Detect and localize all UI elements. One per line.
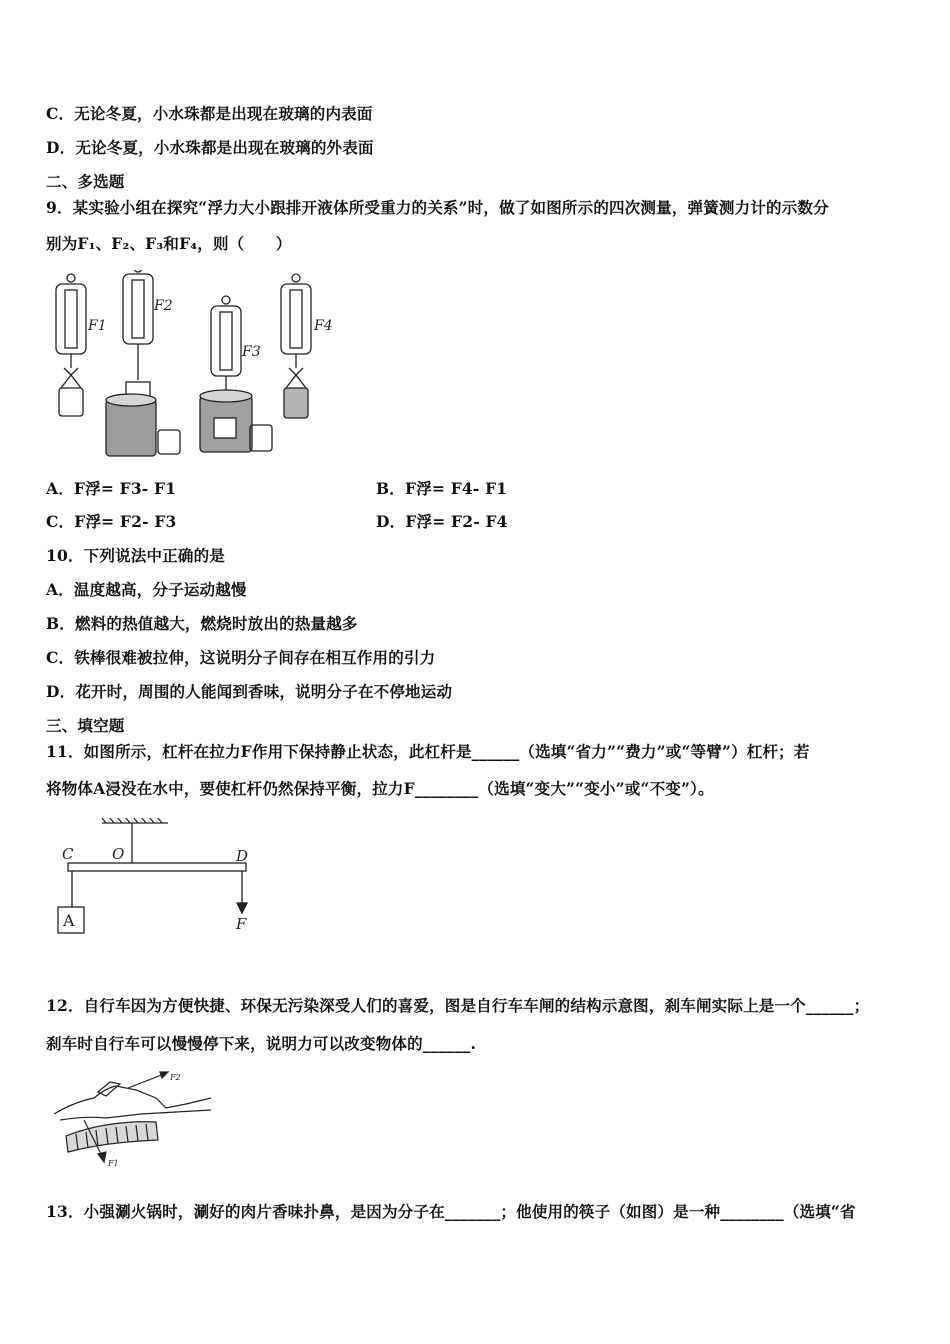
q13-stem: 13．小强涮火锅时，涮好的肉片香味扑鼻，是因为分子在_______；他使用的筷子（如图）是一种________（选填“省	[46, 1202, 856, 1221]
q12-stem-line2: 刹车时自行车可以慢慢停下来，说明力可以改变物体的______.	[46, 1034, 477, 1053]
q11-stem-line2: 将物体A浸没在水中，要使杠杆仍然保持平衡，拉力F________（选填“变大”“变小”或“不变”）。	[46, 779, 714, 798]
q12-label-f2: F2	[170, 1073, 181, 1082]
q8-option-c: C．无论冬夏，小水珠都是出现在玻璃的内表面	[46, 104, 373, 123]
q10-option-c: C．铁棒很难被拉伸，这说明分子间存在相互作用的引力	[46, 648, 436, 667]
q11-label-a: A	[63, 911, 75, 930]
q8-option-d: D．无论冬夏，小水珠都是出现在玻璃的外表面	[46, 138, 374, 157]
q9-label-f4: F4	[314, 318, 333, 334]
q9-option-b: B．F浮= F4- F1	[376, 479, 508, 498]
q9-figure-spring-scales	[46, 270, 346, 470]
q9-label-f3: F3	[242, 344, 261, 360]
q12-stem-line1: 12．自行车因为方便快捷、环保无污染深受人们的喜爱，图是自行车车闸的结构示意图，刹车闸实际上是一个______；	[46, 996, 870, 1015]
q11-label-o: O	[112, 845, 125, 863]
q9-label-f1: F1	[88, 318, 107, 334]
q10-option-b: B．燃料的热值越大，燃烧时放出的热量越多	[46, 614, 358, 633]
q11-stem-line1: 11．如图所示，杠杆在拉力F作用下保持静止状态，此杠杆是______（选填“省力”“费力”或“等臂”）杠杆；若	[46, 742, 810, 761]
q12-label-f1: F1	[108, 1159, 119, 1168]
q9-label-f2: F2	[154, 298, 173, 314]
q11-label-f: F	[236, 915, 247, 933]
q9-option-c: C．F浮= F2- F3	[46, 512, 177, 531]
q12-figure-brake-lever	[46, 1058, 216, 1173]
q10-stem: 10．下列说法中正确的是	[46, 546, 225, 565]
q9-stem-line2: 别为F₁、F₂、F₃和F₄，则（ ）	[46, 234, 292, 253]
q9-stem-line1: 9．某实验小组在探究“浮力大小跟排开液体所受重力的关系”时，做了如图所示的四次测量，弹簧测力计的示数分	[46, 198, 829, 217]
q10-option-a: A．温度越高，分子运动越慢	[46, 580, 247, 599]
q10-option-d: D．花开时，周围的人能闻到香味，说明分子在不停地运动	[46, 682, 453, 701]
q11-label-d: D	[236, 847, 249, 865]
q11-figure-lever	[50, 815, 270, 940]
section-fill-in: 三、填空题	[46, 716, 125, 735]
q11-label-c: C	[62, 845, 74, 863]
q9-option-d: D．F浮= F2- F4	[376, 512, 508, 531]
q9-option-a: A．F浮= F3- F1	[46, 479, 177, 498]
section-multiple-choice: 二、多选题	[46, 172, 125, 191]
